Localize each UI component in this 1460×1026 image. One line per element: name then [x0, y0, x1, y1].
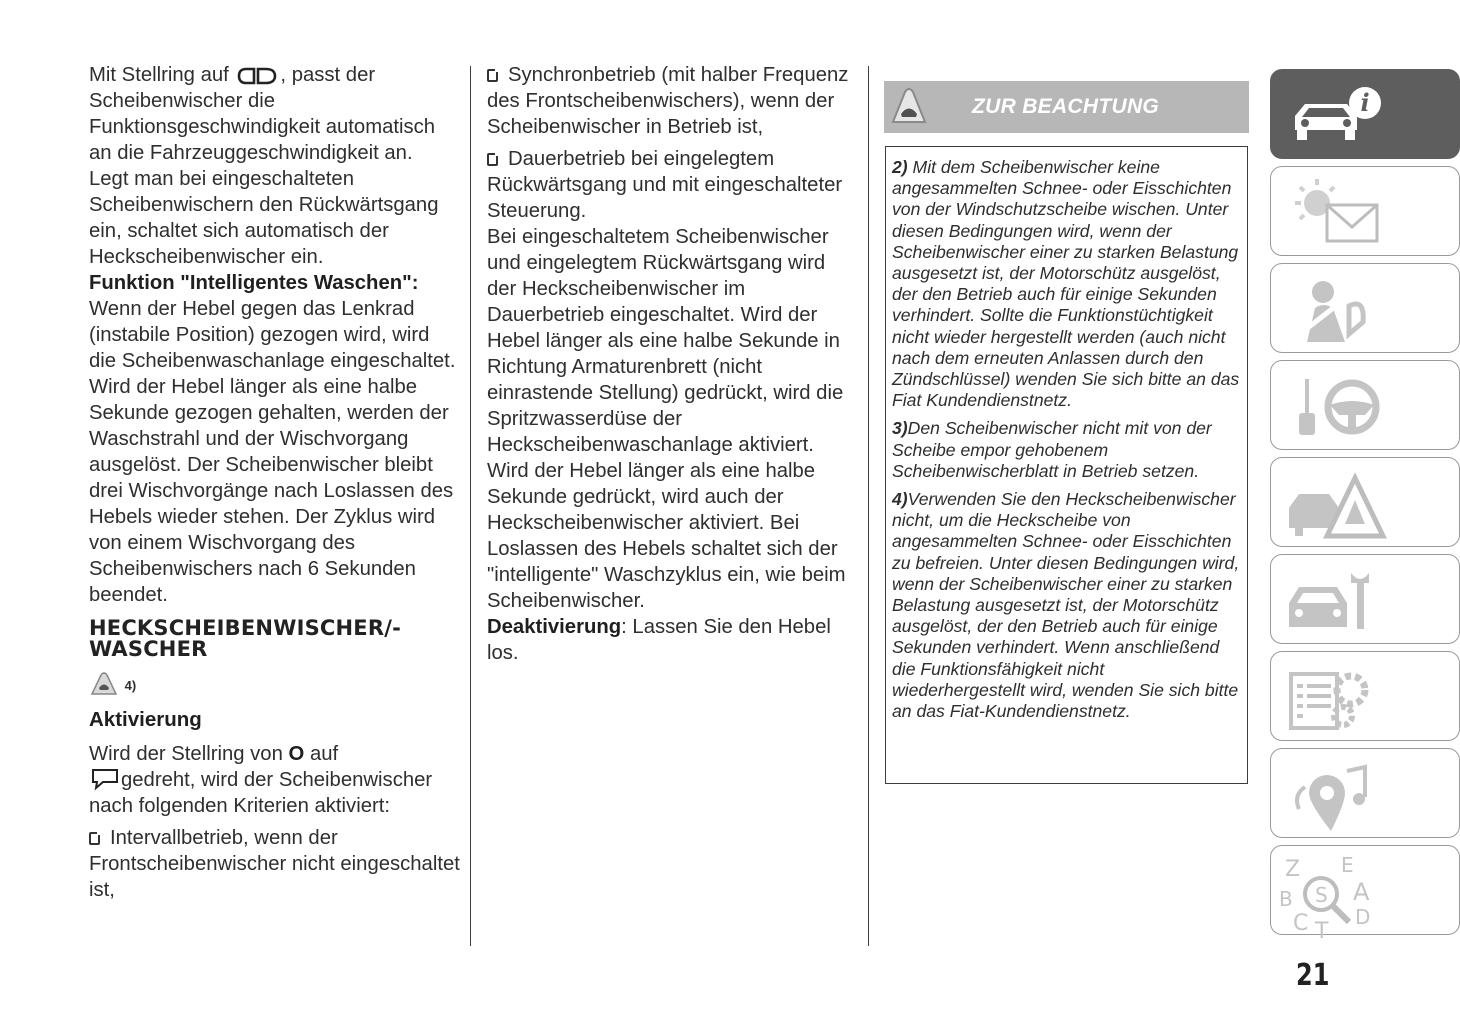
intelligent-wash-text: Wenn der Hebel gegen das Lenkrad (instabile Position) gezogen wird, wird die Scheibenwaschanlage eingeschaltet. Wird der Hebel länger als eine halbe Sekunde gezogen gehalten, werden der Waschstrahl und der Wischvorgang ausgelöst. Der Scheibenwischer bleibt drei Wischvorgänge nach Loslassen des Hebels wieder stehen. Der Zyklus wird von einem Wischvorgang des Scheibenwischers nach 6 Sekunden beendet.: [89, 298, 456, 606]
warning-icon: [890, 86, 928, 126]
index-letter: B: [1279, 887, 1293, 911]
rear-wiper-icon: [91, 768, 119, 790]
tab-technical-data[interactable]: [1270, 651, 1460, 741]
note-reference: 4): [89, 672, 461, 699]
index-letter: T: [1315, 919, 1329, 944]
technical-data-icon: [1285, 660, 1395, 732]
column-divider: [470, 66, 471, 946]
emergency-icon: [1285, 466, 1395, 538]
section-heading: HECKSCHEIBENWISCHER/-WASCHER: [89, 616, 401, 661]
auto-speed-paragraph: Mit Stellring auf , passt der Scheibenwischer die Funktionsgeschwindigkeit automatisch an die Fahrzeuggeschwindigkeit an.: [89, 64, 436, 164]
bullet-continuous: Dauerbetrieb bei eingelegtem Rückwärtsgang und mit eingeschalteter Steuerung.: [487, 148, 843, 222]
column-left: [89, 62, 461, 903]
note-box: [885, 146, 1248, 784]
note-item: 2) Mit dem Scheibenwischer keine angesammelten Schnee- oder Eisschichten von der Windschutzscheibe wischen. Unter diesen Bedingungen wird, wenn der Scheibenwischer einer zu starken Belastung ausgesetzt ist, der Motorschütz ausgelöst, der den Betrieb auch für einige Sekunden verhindert. Sollte die Funktionstüchtigkeit nicht wieder hergestellt werden (auch nicht nach dem erneuten Anlassen durch den Zündschlüssel) wenden Sie sich bitte an das Fiat Kundendienstnetz.: [892, 157, 1240, 411]
note-item: 4)Verwenden Sie den Heckscheibenwischer nicht, um die Heckscheibe von angesammelten Schnee- oder Eisschichten zu befreien. Unter diesen Bedingungen wird, wenn der Scheibenwischer einer zu starken Belastung ausgesetzt ist, der Motorschütz ausgelöst, der den Betrieb auch für einige Sekunden verhindert. Wenn anschließend die Funktionsfähigkeit nicht wiederhergestellt wird, wenden Sie sich bitte an das Fiat-Kundendienstnetz.: [892, 489, 1240, 722]
tab-car-info[interactable]: [1270, 69, 1460, 159]
activation-title: Aktivierung: [89, 708, 202, 731]
note-item: 3)Den Scheibenwischer nicht mit von der Scheibe empor gehobenem Scheibenwischerblatt in Betrieb setzen.: [892, 418, 1212, 481]
bullet-icon: [487, 69, 498, 82]
rear-wiper-paragraph: Bei eingeschaltetem Scheibenwischer und eingelegtem Rückwärtsgang wird der Heckscheibenwischer im Dauerbetrieb eingeschaltet. Wird der Hebel länger als eine halbe Sekunde in Richtung Armaturenbrett (nicht einrastende Stellung) gedrückt, wird die Spritzwasserdüse der Heckscheibenwaschanlage aktiviert. Wird der Hebel länger als eine halbe Sekunde gedrückt, wird auch der Heckscheibenwischer aktiviert. Bei Loslassen des Hebels schaltet sich der "intelligente" Waschzyklus ein, wie beim Scheibenwischer.: [487, 226, 846, 612]
index-letter: Z: [1285, 857, 1301, 882]
safety-icon: [1285, 272, 1395, 344]
tab-driving[interactable]: [1270, 360, 1460, 450]
note-title: ZUR BEACHTUNG: [972, 95, 1160, 118]
warning-icon: [89, 672, 119, 696]
index-letter: C: [1293, 911, 1309, 936]
deactivation-paragraph: Deaktivierung: Lassen Sie den Hebel los.: [487, 616, 831, 664]
note-header: [884, 81, 1249, 133]
tab-index[interactable]: [1270, 845, 1460, 944]
bullet-synchronous: Synchronbetrieb (mit halber Frequenz des Frontscheibenwischers), wenn der Scheibenwischer in Betrieb ist,: [487, 64, 849, 138]
auto-wiper-icon: [236, 67, 278, 85]
page-number: 21: [1296, 958, 1330, 993]
intelligent-wash-title: Funktion "Intelligentes Waschen":: [89, 272, 419, 294]
index-letter: E: [1341, 853, 1354, 877]
tab-multimedia[interactable]: [1270, 748, 1460, 838]
activation-text: Wird der Stellring von O auf gedreht, wird der Scheibenwischer nach folgenden Kriterien aktiviert:: [89, 743, 433, 817]
tab-emergency[interactable]: [1270, 457, 1460, 547]
maintenance-icon: [1285, 563, 1395, 635]
lights-messages-icon: [1285, 175, 1395, 247]
column-middle: [487, 62, 857, 666]
tab-safety[interactable]: [1270, 263, 1460, 353]
index-letter: S: [1315, 883, 1328, 907]
car-info-icon: [1285, 78, 1395, 150]
bullet-icon: [89, 832, 100, 845]
bullet-interval: Intervallbetrieb, wenn der Frontscheibenwischer nicht eingeschaltet ist,: [89, 827, 460, 901]
index-letter: A: [1353, 878, 1370, 906]
bullet-icon: [487, 153, 498, 166]
index-icon: [1279, 853, 1395, 944]
steering-key-icon: [1285, 369, 1395, 441]
multimedia-icon: [1285, 757, 1395, 829]
svg-text:i: i: [1360, 88, 1370, 117]
column-divider: [868, 66, 869, 946]
tab-lights-messages[interactable]: [1270, 166, 1460, 256]
index-letter: D: [1355, 905, 1371, 929]
reverse-gear-paragraph: Legt man bei eingeschalteten Scheibenwischern den Rückwärtsgang ein, schaltet sich automatisch der Heckscheibenwischer ein.: [89, 168, 439, 268]
tab-maintenance[interactable]: [1270, 554, 1460, 644]
